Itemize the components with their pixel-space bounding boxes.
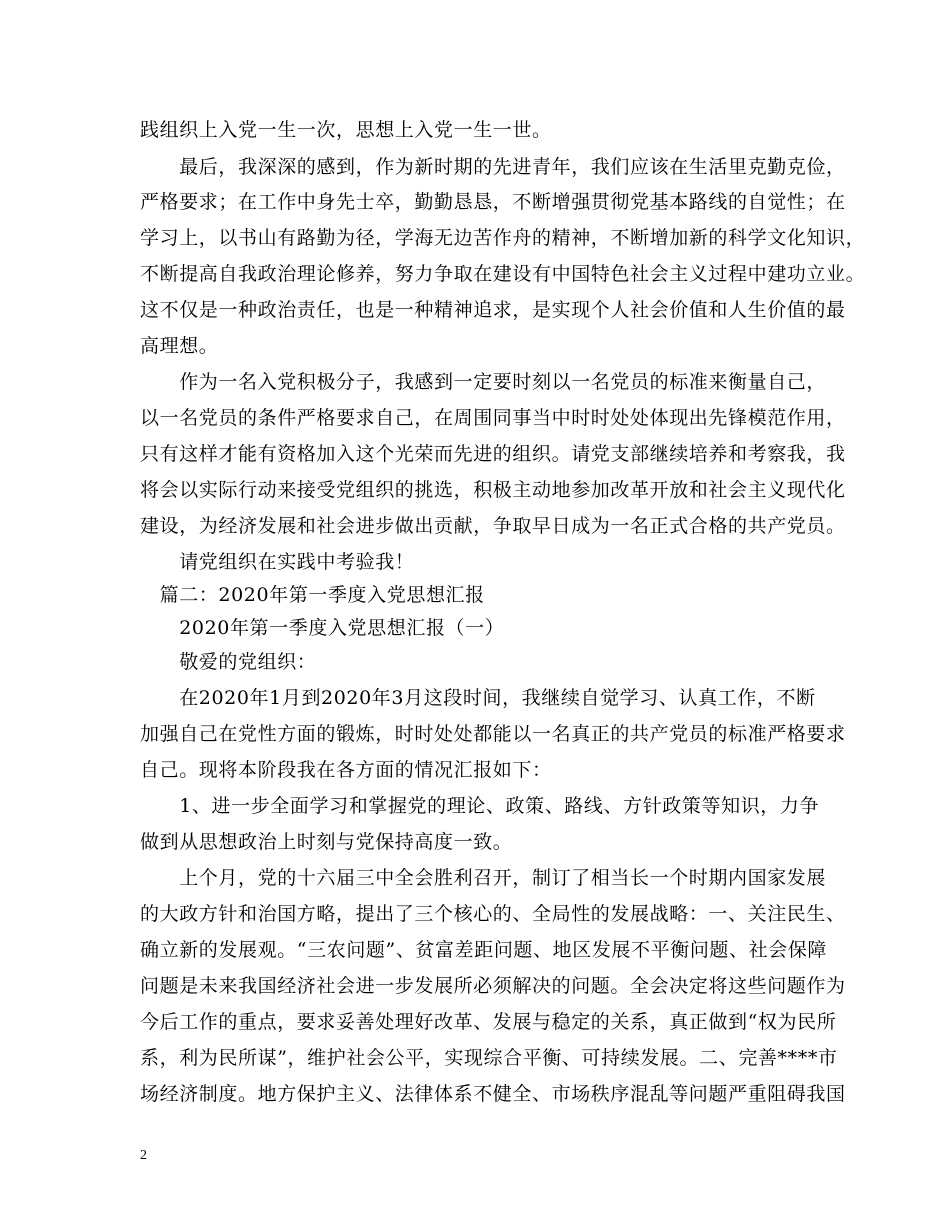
text-line: 自己。现将本阶段我在各方面的情况汇报如下： bbox=[140, 759, 552, 781]
text-line: 在2020年1月到2020年3月这段时间，我继续自觉学习、认真工作，不断 bbox=[140, 687, 816, 709]
text-line: 学习上，以书山有路勤为径，学海无边苦作舟的精神，不断增加新的科学文化知识， bbox=[140, 227, 866, 249]
text-line: 高理想。 bbox=[140, 335, 219, 357]
text-line: 将会以实际行动来接受党组织的挑选，积极主动地参加改革开放和社会主义现代化 bbox=[140, 479, 846, 501]
text-line: 践组织上入党一生一次，思想上入党一生一世。 bbox=[140, 119, 552, 141]
text-line: 加强自己在党性方面的锻炼，时时处处都能以一名真正的共产党员的标准严格要求 bbox=[140, 723, 846, 745]
salutation: 敬爱的党组织： bbox=[140, 651, 317, 673]
text-line: 只有这样才能有资格加入这个光荣而先进的组织。请党支部继续培养和考察我，我 bbox=[140, 443, 846, 465]
page-number: 2 bbox=[140, 1148, 147, 1163]
text-line: 做到从思想政治上时刻与党保持高度一致。 bbox=[140, 831, 513, 853]
text-line: 作为一名入党积极分子，我感到一定要时刻以一名党员的标准来衡量自己， bbox=[140, 371, 827, 393]
text-line: 场经济制度。地方保护主义、法律体系不健全、市场秩序混乱等问题严重阻碍我国 bbox=[140, 1083, 846, 1105]
text-line: 不断提高自我政治理论修养，努力争取在建设有中国特色社会主义过程中建功立业。 bbox=[140, 263, 866, 285]
text-line: 严格要求；在工作中身先士卒，勤勤恳恳，不断增强贯彻党基本路线的自觉性；在 bbox=[140, 191, 846, 213]
text-line: 请党组织在实践中考验我！ bbox=[140, 551, 415, 573]
text-line: 以一名党员的条件严格要求自己，在周围同事当中时时处处体现出先锋模范作用， bbox=[140, 407, 846, 429]
text-line: 上个月，党的十六届三中全会胜利召开，制订了相当长一个时期内国家发展 bbox=[140, 867, 827, 889]
text-line: 1、进一步全面学习和掌握党的理论、政策、路线、方针政策等知识，力争 bbox=[140, 795, 820, 817]
text-line: 最后，我深深的感到，作为新时期的先进青年，我们应该在生活里克勤克俭， bbox=[140, 156, 846, 178]
text-line: 这不仅是一种政治责任，也是一种精神追求，是实现个人社会价值和人生价值的最 bbox=[140, 299, 846, 321]
text-line: 确立新的发展观。“三农问题”、贫富差距问题、地区发展不平衡问题、社会保障 bbox=[140, 939, 828, 961]
text-line: 系，利为民所谋”，维护社会公平，实现综合平衡、可持续发展。二、完善****市 bbox=[140, 1047, 838, 1069]
text-line: 建设，为经济发展和社会进步做出贡献，争取早日成为一名正式合格的共产党员。 bbox=[140, 515, 846, 537]
text-line: 问题是未来我国经济社会进一步发展所必须解决的问题。全会决定将这些问题作为 bbox=[140, 975, 846, 997]
section-heading: 篇二：2020年第一季度入党思想汇报 bbox=[140, 584, 485, 606]
report-title: 2020年第一季度入党思想汇报（一） bbox=[140, 617, 505, 639]
text-line: 的大政方针和治国方略，提出了三个核心的、全局性的发展战略：一、关注民生、 bbox=[140, 903, 846, 925]
text-line: 今后工作的重点，要求妥善处理好改革、发展与稳定的关系，真正做到“权为民所 bbox=[140, 1011, 837, 1033]
